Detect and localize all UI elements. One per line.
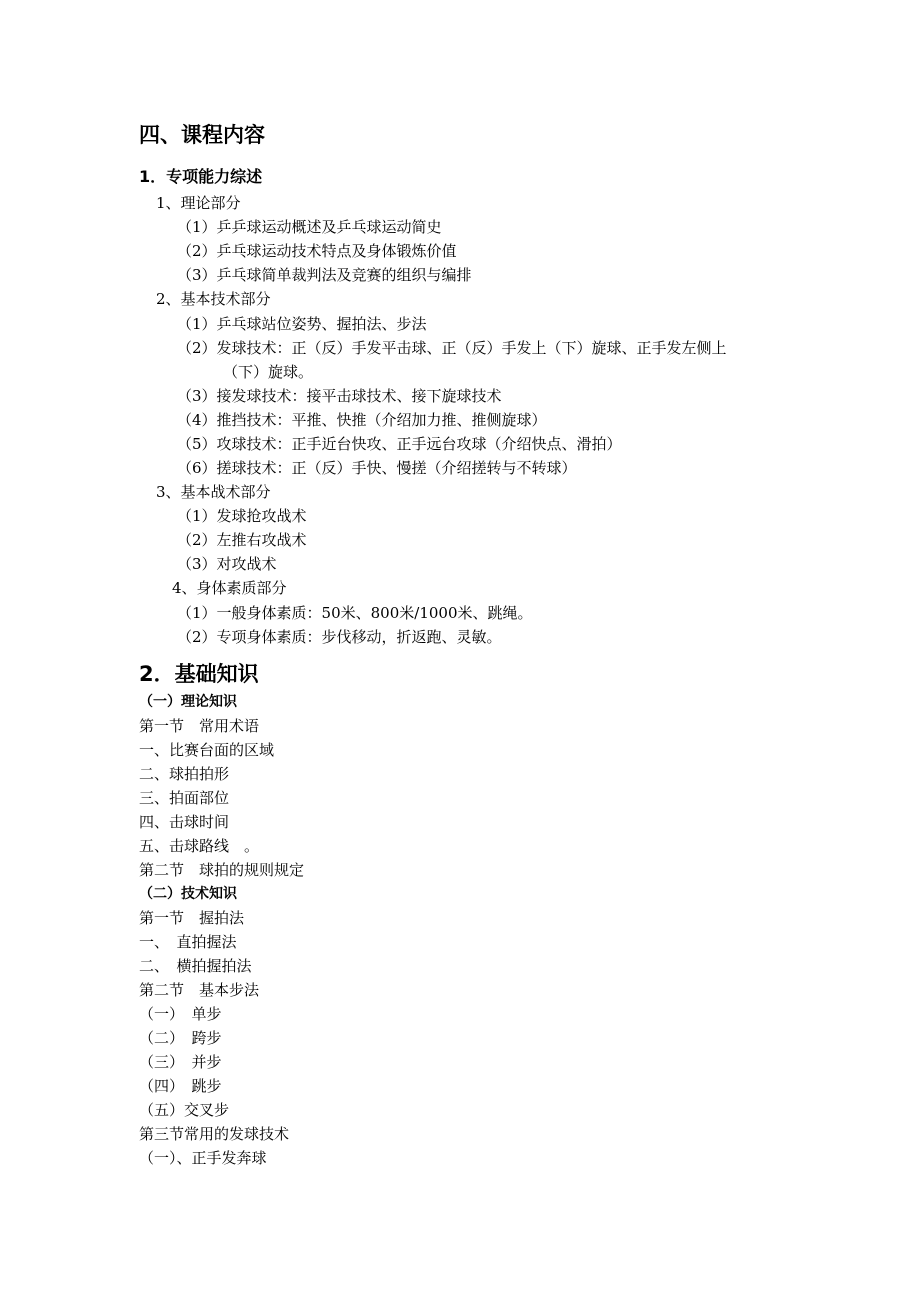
theory-knowledge-line: 一、比赛台面的区域 — [139, 741, 275, 759]
fitness-item: （1）一般身体素质：50米、800米/1000米、跳绳。 — [177, 604, 533, 622]
overview-heading: 1．专项能力综述 — [139, 167, 263, 186]
technical-knowledge-label: （二）技术知识 — [139, 886, 237, 902]
theory-knowledge-line: 五、击球路线 。 — [139, 837, 260, 855]
technical-knowledge-line: 第一节 握拍法 — [139, 909, 245, 927]
theory-item: （3）乒乓球简单裁判法及竞赛的组织与编排 — [177, 266, 472, 284]
technique-item: （1）乒乓球站位姿势、握拍法、步法 — [177, 315, 427, 333]
section-title: 四、课程内容 — [139, 123, 265, 147]
technical-knowledge-line: （五）交叉步 — [139, 1101, 230, 1119]
tactics-item: （1）发球抢攻战术 — [177, 507, 307, 525]
technical-knowledge-line: 第三节常用的发球技术 — [139, 1125, 290, 1143]
technical-knowledge-line: 第二节 基本步法 — [139, 981, 260, 999]
basics-heading: 2．基础知识 — [139, 662, 259, 686]
technique-item: （3）接发球技术：接平击球技术、接下旋球技术 — [177, 387, 502, 405]
theory-knowledge-line: 第一节 常用术语 — [139, 717, 260, 735]
technical-knowledge-line: （二） 跨步 — [139, 1029, 222, 1047]
tactics-item: （2）左推右攻战术 — [177, 531, 307, 549]
technical-knowledge-line: 一、 直拍握法 — [139, 933, 237, 951]
technical-knowledge-line: （四） 跳步 — [139, 1077, 222, 1095]
theory-part-label: 1、理论部分 — [156, 194, 241, 212]
theory-item: （1）乒乒球运动概述及乒乓球运动简史 — [177, 218, 442, 236]
technical-knowledge-line: （一）、正手发奔球 — [139, 1149, 267, 1167]
fitness-item: （2）专项身体素质：步伐移动，折返跑、灵敏。 — [177, 628, 502, 646]
technique-part-label: 2、基本技术部分 — [156, 290, 271, 308]
technique-item: （2）发球技术：正（反）手发平击球、正（反）手发上（下）旋球、正手发左侧上 — [177, 339, 727, 357]
tactics-part-label: 3、基本战术部分 — [156, 483, 271, 501]
theory-item: （2）乒乓球运动技术特点及身体锻炼价值 — [177, 242, 457, 260]
theory-knowledge-line: 二、球拍拍形 — [139, 765, 230, 783]
technique-item: （4）推挡技术：平推、快推（介绍加力推、推侧旋球） — [177, 411, 547, 429]
theory-knowledge-line: 四、击球时间 — [139, 813, 230, 831]
technique-item-continued: （下）旋球。 — [223, 363, 314, 381]
tactics-item: （3）对攻战术 — [177, 555, 277, 573]
theory-knowledge-line: 第二节 球拍的规则规定 — [139, 861, 305, 879]
technical-knowledge-line: （一） 单步 — [139, 1005, 222, 1023]
technical-knowledge-line: （三） 并步 — [139, 1053, 222, 1071]
fitness-part-label: 4、身体素质部分 — [172, 579, 287, 597]
theory-knowledge-line: 三、拍面部位 — [139, 789, 230, 807]
technique-item: （6）搓球技术：正（反）手快、慢搓（介绍搓转与不转球） — [177, 459, 577, 477]
theory-knowledge-label: （一）理论知识 — [139, 694, 237, 710]
technique-item: （5）攻球技术：正手近台快攻、正手远台攻球（介绍快点、滑拍） — [177, 435, 622, 453]
technical-knowledge-line: 二、 横拍握拍法 — [139, 957, 252, 975]
